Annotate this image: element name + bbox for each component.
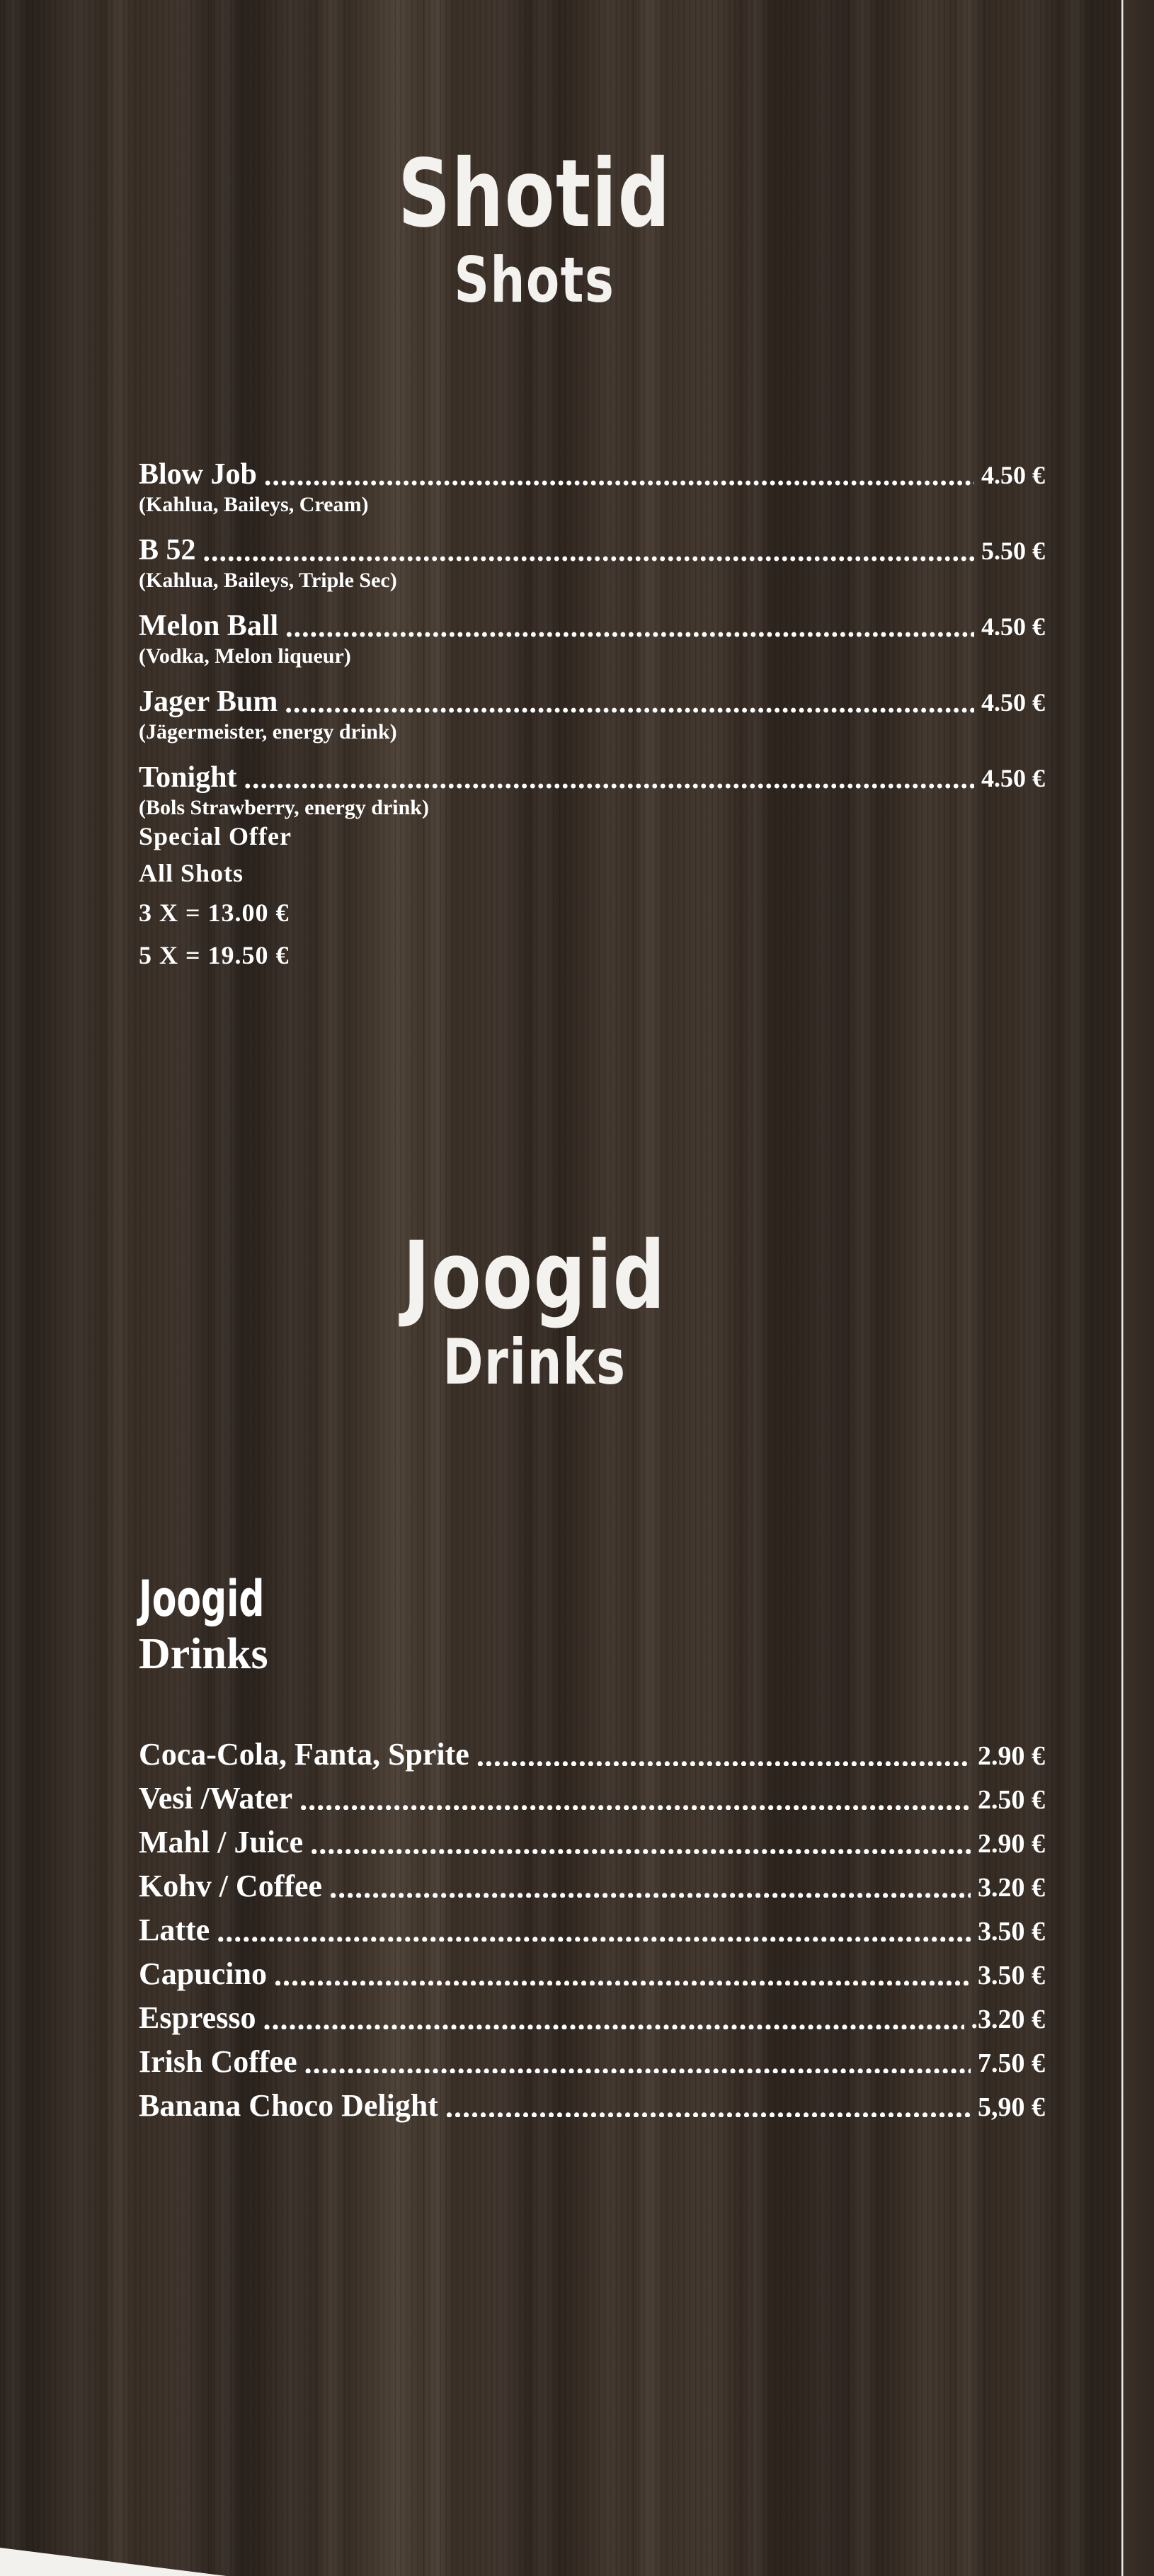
- drinks-heading: [0, 1221, 1069, 1398]
- menu-item: [139, 609, 1045, 669]
- menu-item: [139, 1777, 1045, 1821]
- dot-leader: [264, 459, 974, 489]
- item-name: Mahl / Juice: [139, 1825, 304, 1859]
- drinks-title: Joogid: [403, 1221, 666, 1330]
- menu-item: [139, 1997, 1045, 2041]
- item-price: 3.20 €: [978, 1873, 1045, 1903]
- item-name: Capucino: [139, 1956, 267, 1991]
- item-price: 4.50 €: [981, 461, 1045, 489]
- item-name: Vesi /Water: [139, 1781, 293, 1816]
- item-description: (Vodka, Melon liqueur): [139, 644, 351, 668]
- item-price: 4.50 €: [981, 688, 1045, 717]
- dot-leader: [244, 762, 974, 792]
- folded-page-edge: [1121, 0, 1154, 2576]
- dot-leader: [445, 2086, 971, 2117]
- dot-leader: [285, 610, 974, 640]
- item-name: Espresso: [139, 2000, 256, 2035]
- drinks-menu: [139, 1733, 1045, 2128]
- item-price: 5,90 €: [978, 2092, 1045, 2122]
- item-name: Coca-Cola, Fanta, Sprite: [139, 1737, 469, 1772]
- menu-item: [139, 760, 1045, 821]
- menu-item: [139, 1865, 1045, 1909]
- item-description: (Kahlua, Baileys, Triple Sec): [139, 569, 397, 592]
- drinks-intro-title: Joogid: [139, 1570, 265, 1628]
- dot-leader: [274, 1954, 971, 1985]
- item-price: 4.50 €: [981, 764, 1045, 792]
- offer-deal-5: 5 X = 19.50 €: [139, 941, 290, 969]
- dot-leader: [476, 1735, 971, 1766]
- menu-item: [139, 533, 1045, 593]
- drinks-subtitle: Drinks: [442, 1326, 627, 1398]
- dot-leader: [304, 2042, 971, 2073]
- drinks-intro-subtitle: Drinks: [139, 1630, 268, 1678]
- item-description: (Bols Strawberry, energy drink): [139, 796, 429, 819]
- menu-item: [139, 457, 1045, 518]
- item-price: 4.50 €: [981, 612, 1045, 641]
- offer-scope: All Shots: [139, 859, 244, 887]
- item-name: Melon Ball: [139, 610, 279, 642]
- item-price: 7.50 €: [978, 2048, 1045, 2078]
- menu-item: [139, 1733, 1045, 1777]
- dot-leader: [285, 686, 974, 716]
- drinks-intro: [139, 1571, 313, 1681]
- menu-item: [139, 1953, 1045, 1997]
- item-price: 2.50 €: [978, 1785, 1045, 1815]
- item-name: Irish Coffee: [139, 2044, 297, 2079]
- item-price: 3.50 €: [978, 1917, 1045, 1947]
- page-corner: [0, 2548, 227, 2576]
- shots-menu: [139, 457, 1045, 974]
- offer-deal-3: 3 X = 13.00 €: [139, 899, 290, 927]
- offer-title: Special Offer: [139, 822, 292, 850]
- menu-item: [139, 1821, 1045, 1865]
- shots-subtitle: Shots: [454, 244, 615, 317]
- menu-item: [139, 1909, 1045, 1953]
- shots-title: Shotid: [398, 139, 671, 249]
- item-name: Latte: [139, 1913, 210, 1947]
- item-price: 2.90 €: [978, 1741, 1045, 1771]
- menu-item: [139, 2041, 1045, 2085]
- shots-heading: [0, 139, 1069, 317]
- dot-leader: [299, 1779, 971, 1810]
- item-name: Tonight: [139, 761, 237, 794]
- item-description: (Jägermeister, energy drink): [139, 720, 397, 743]
- dot-leader: [329, 1867, 971, 1898]
- dot-leader: [310, 1823, 971, 1854]
- menu-item: [139, 2085, 1045, 2128]
- item-price: 3.50 €: [978, 1961, 1045, 1990]
- item-name: Banana Choco Delight: [139, 2088, 438, 2123]
- dot-leader: [203, 535, 974, 564]
- menu-item: [139, 685, 1045, 745]
- item-name: B 52: [139, 534, 196, 566]
- item-name: Kohv / Coffee: [139, 1869, 323, 1903]
- special-offer: [139, 818, 1045, 974]
- item-price: 2.90 €: [978, 1829, 1045, 1859]
- item-name: Jager Bum: [139, 685, 278, 718]
- item-price: .3.20 €: [971, 2005, 1045, 2034]
- item-name: Blow Job: [139, 458, 257, 491]
- dot-leader: [263, 1998, 964, 2029]
- item-description: (Kahlua, Baileys, Cream): [139, 493, 369, 516]
- dot-leader: [217, 1910, 971, 1942]
- item-price: 5.50 €: [981, 537, 1045, 565]
